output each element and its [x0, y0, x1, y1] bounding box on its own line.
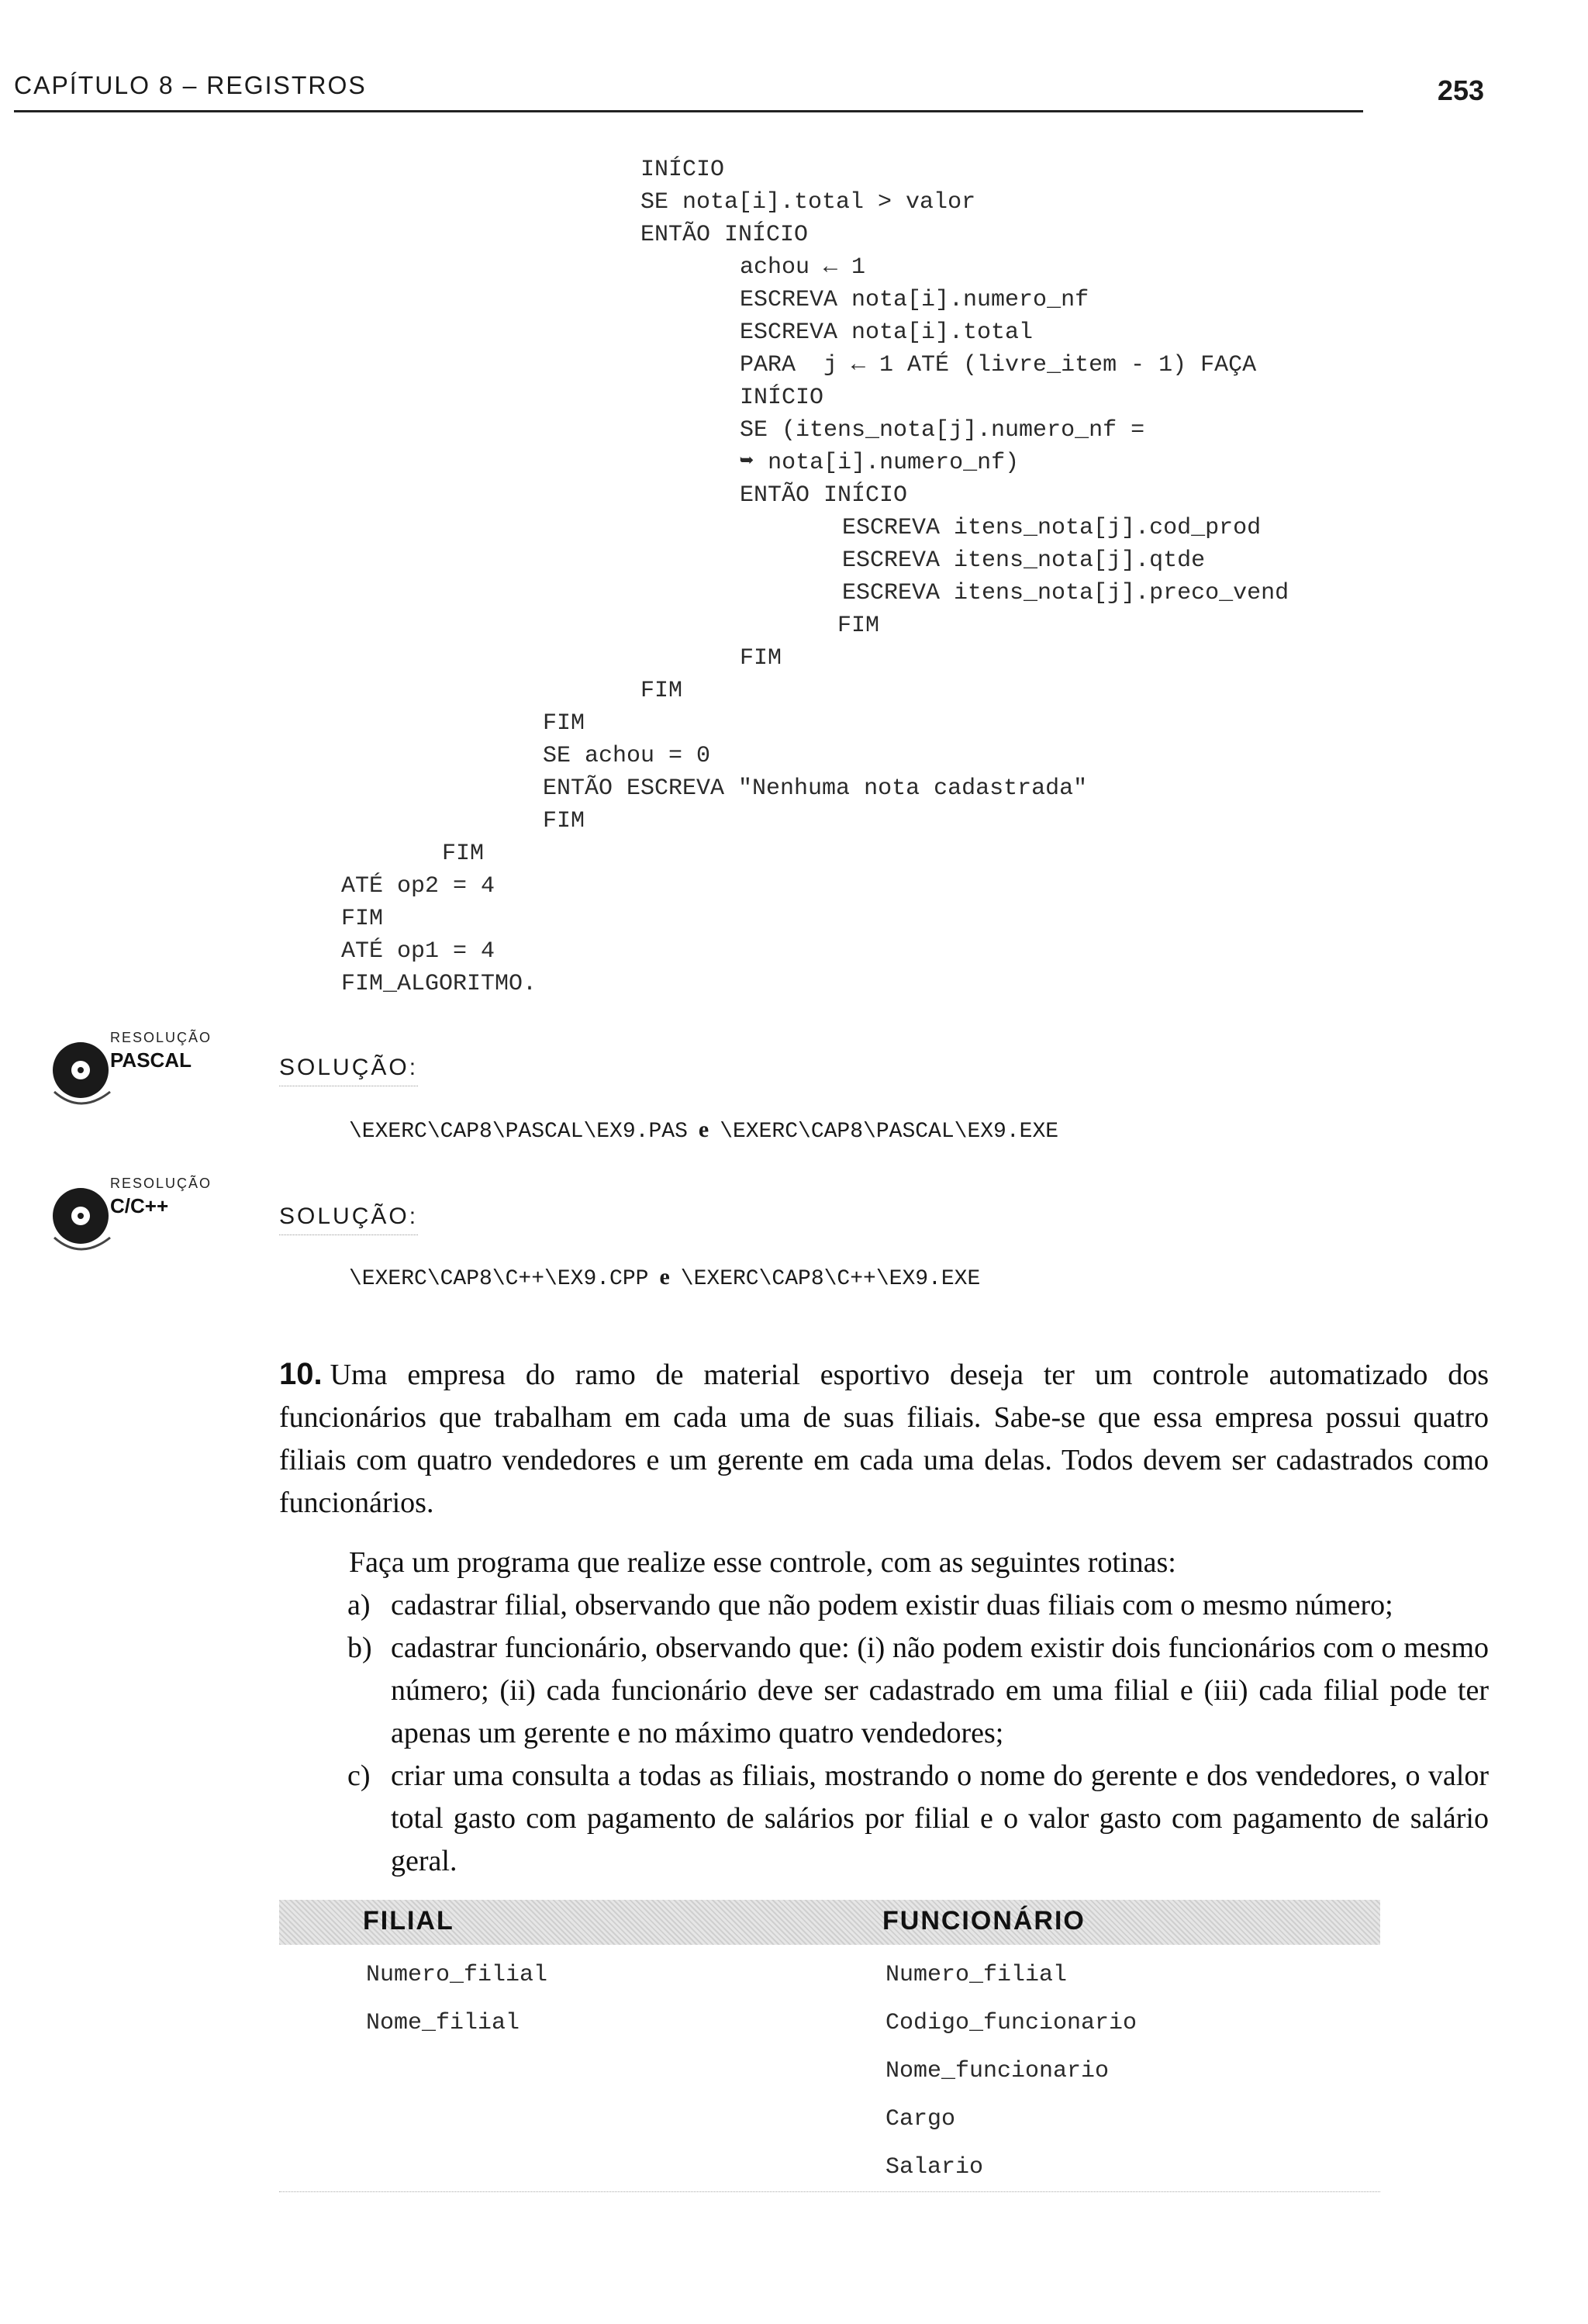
exercise-text: Uma empresa do ramo de material esportivo deseja ter um controle automatizado dos funcionários que trabalham em cada uma de suas filiais. Sabe-se que essa empresa possui quatro filiais com quatro vendedores e um gerente em cada uma delas. Todos devem ser cadastrados como funcionários.	[279, 1359, 1489, 1519]
exercise-number: 10.	[279, 1357, 323, 1391]
table-bottom-rule	[279, 2191, 1380, 2192]
code-line: ESCREVA nota[i].total	[740, 319, 1034, 346]
path-conjunction: e	[659, 1264, 670, 1290]
code-line: FIM_ALGORITMO.	[341, 971, 537, 997]
page-number: 253	[1437, 74, 1484, 106]
cpp-resolution-badge	[34, 1169, 236, 1239]
code-line: SE nota[i].total > valor	[640, 189, 976, 216]
filial-field: Nome_filial	[366, 2010, 520, 2036]
list-item	[347, 1627, 1489, 1755]
cpp-exe-path: \EXERC\CAP8\C++\EX9.EXE	[680, 1267, 981, 1291]
code-line: FIM	[740, 645, 782, 672]
pascal-solution-label: SOLUÇÃO:	[279, 1055, 418, 1086]
code-line: FIM	[837, 613, 880, 639]
code-line: FIM	[543, 808, 585, 834]
funcionario-field: Salario	[885, 2154, 984, 2181]
funcionario-field: Nome_funcionario	[885, 2058, 1110, 2084]
pascal-solution-paths	[349, 1117, 1058, 1144]
badge-caption: RESOLUÇÃO	[110, 1176, 212, 1191]
code-line: SE (itens_nota[j].numero_nf =	[740, 417, 1145, 444]
code-line: ENTÃO INÍCIO	[740, 482, 908, 509]
pascal-resolution-badge	[34, 1024, 236, 1093]
page-header	[14, 71, 1484, 112]
code-line: FIM	[341, 906, 384, 932]
code-line: FIM	[543, 710, 585, 737]
funcionario-field: Codigo_funcionario	[885, 2010, 1137, 2036]
code-line: ATÉ op2 = 4	[341, 873, 495, 900]
item-marker: b)	[347, 1632, 372, 1664]
code-line: ESCREVA itens_nota[j].qtde	[842, 547, 1206, 574]
code-line: FIM	[640, 678, 683, 704]
badge-language: C/C++	[110, 1194, 169, 1217]
code-line: ATÉ op1 = 4	[341, 938, 495, 965]
code-line: ENTÃO ESCREVA "Nenhuma nota cadastrada"	[543, 775, 1088, 802]
code-line: ENTÃO INÍCIO	[640, 222, 809, 248]
code-line: INÍCIO	[640, 157, 725, 183]
item-text: cadastrar funcionário, observando que: (i) não podem existir dois funcionários com o mesmo número; (ii) cada funcionário deve ser cadastrado em uma filial e (iii) cada filial pode ter apenas um gerente e no máximo quatro vendedores;	[391, 1632, 1489, 1749]
pascal-exe-path: \EXERC\CAP8\PASCAL\EX9.EXE	[720, 1120, 1059, 1144]
list-item	[347, 1584, 1489, 1627]
item-marker: c)	[347, 1759, 371, 1792]
exercise-intro: Faça um programa que realize esse controle, com as seguintes rotinas:	[349, 1546, 1176, 1579]
cpp-solution-label: SOLUÇÃO:	[279, 1203, 418, 1235]
code-line: FIM	[442, 841, 485, 867]
filial-field: Numero_filial	[366, 1962, 548, 1988]
item-marker: a)	[347, 1589, 371, 1621]
item-text: criar uma consulta a todas as filiais, mostrando o nome do gerente e dos vendedores, o valor total gasto com pagamento de salários por filial e o valor gasto com pagamento de salário geral.	[391, 1759, 1489, 1877]
cpp-source-path: \EXERC\CAP8\C++\EX9.CPP	[349, 1267, 649, 1291]
code-line: achou ← 1	[740, 254, 866, 281]
funcionario-table-title: FUNCIONÁRIO	[882, 1906, 1086, 1936]
exercise-statement	[279, 1353, 1489, 1525]
record-tables	[279, 1900, 1380, 2195]
code-line: INÍCIO	[740, 385, 824, 411]
funcionario-field: Numero_filial	[885, 1962, 1068, 1988]
pascal-source-path: \EXERC\CAP8\PASCAL\EX9.PAS	[349, 1120, 688, 1144]
cpp-solution-paths	[349, 1264, 980, 1291]
filial-table-title: FILIAL	[363, 1906, 454, 1936]
code-line: SE achou = 0	[543, 743, 711, 769]
code-line: ESCREVA nota[i].numero_nf	[740, 287, 1089, 313]
item-text: cadastrar filial, observando que não podem existir duas filiais com o mesmo número;	[391, 1589, 1393, 1621]
list-item	[347, 1755, 1489, 1883]
badge-language: PASCAL	[110, 1048, 192, 1072]
chapter-title: CAPÍTULO 8 – REGISTROS	[14, 71, 367, 99]
path-conjunction: e	[698, 1117, 709, 1142]
code-line: ➥ nota[i].numero_nf)	[740, 450, 1020, 476]
code-line: PARA j ← 1 ATÉ (livre_item - 1) FAÇA	[740, 352, 1257, 378]
code-line: ESCREVA itens_nota[j].cod_prod	[842, 515, 1262, 541]
badge-caption: RESOLUÇÃO	[110, 1030, 212, 1045]
code-line: ESCREVA itens_nota[j].preco_vend	[842, 580, 1289, 606]
funcionario-field: Cargo	[885, 2106, 956, 2132]
